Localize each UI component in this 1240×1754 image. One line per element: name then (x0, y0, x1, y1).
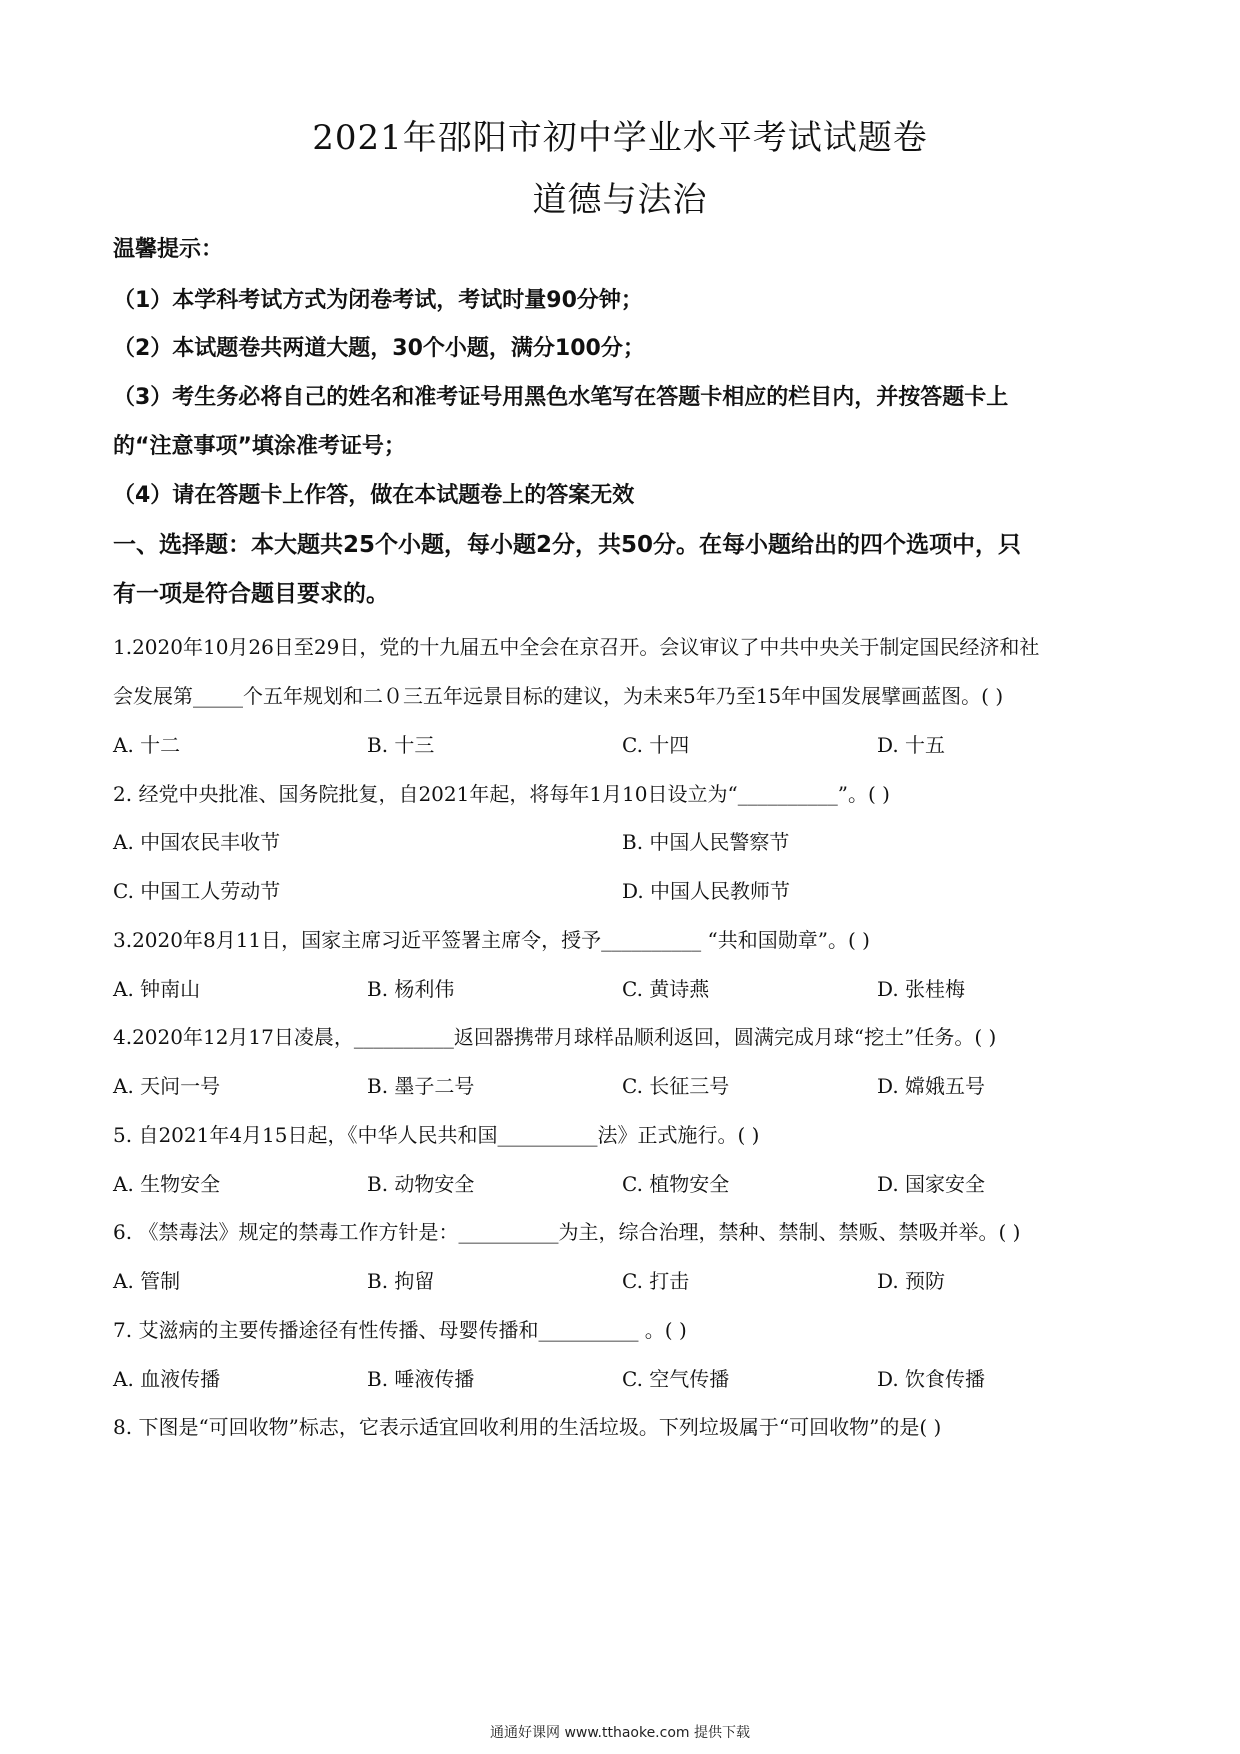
option-c: C. 中国工人劳动节 (113, 879, 281, 903)
option-c: C. 空气传播 (622, 1367, 730, 1391)
option-a: A. 中国农民丰收节 (113, 830, 281, 854)
question-stem: 7. 艾滋病的主要传播途径有性传播、母婴传播和__________ 。( ) (113, 1318, 687, 1342)
option-b: B. 唾液传播 (367, 1367, 475, 1391)
question-stem: 1.2020年10月26日至29日，党的十九届五中全会在京召开。会议审议了中共中央关于制定国民经济和社 (113, 635, 1040, 659)
tip-item: （3）考生务必将自己的姓名和准考证号用黑色水笔写在答题卡相应的栏目内，并按答题卡上 (113, 385, 1009, 410)
tip-item: （4）请在答题卡上作答，做在本试题卷上的答案无效 (113, 483, 635, 508)
option-b: B. 墨子二号 (367, 1074, 475, 1098)
footer-source: 通通好课网 www.tthaoke.com 提供下载 (490, 1725, 750, 1741)
option-a: A. 管制 (113, 1269, 181, 1293)
option-d: D. 张桂梅 (877, 977, 966, 1001)
tip-item: （1）本学科考试方式为闭卷考试，考试时量90分钟； (113, 288, 643, 313)
question-stem: 4.2020年12月17日凌晨，__________返回器携带月球样品顺利返回，圆满完成月球“挖土”任务。( ) (113, 1025, 997, 1049)
question-stem-cont: 会发展第_____个五年规划和二０三五年远景目标的建议，为未来5年乃至15年中国发展擘画蓝图。( ) (113, 684, 1004, 708)
section-heading: 一、选择题：本大题共25个小题，每小题2分，共50分。在每小题给出的四个选项中，只 (113, 532, 1022, 558)
option-d: D. 预防 (877, 1269, 946, 1293)
option-d: D. 十五 (877, 733, 946, 757)
question-stem: 6. 《禁毒法》规定的禁毒工作方针是：__________为主，综合治理，禁种、禁制、禁贩、禁吸并举。( ) (113, 1220, 1021, 1244)
section-heading-cont: 有一项是符合题目要求的。 (113, 581, 389, 607)
option-d: D. 中国人民教师节 (622, 879, 791, 903)
option-a: A. 天问一号 (113, 1074, 221, 1098)
question-stem: 8. 下图是“可回收物”标志，它表示适宜回收利用的生活垃圾。下列垃圾属于“可回收物”的是( ) (113, 1415, 942, 1439)
option-b: B. 中国人民警察节 (622, 830, 790, 854)
option-d: D. 国家安全 (877, 1172, 986, 1196)
option-b: B. 拘留 (367, 1269, 435, 1293)
option-a: A. 生物安全 (113, 1172, 221, 1196)
question-stem: 2. 经党中央批准、国务院批复，自2021年起，将每年1月10日设立为“__________”。( ) (113, 782, 890, 806)
option-c: C. 长征三号 (622, 1074, 730, 1098)
option-a: A. 钟南山 (113, 977, 201, 1001)
option-b: B. 十三 (367, 733, 435, 757)
tip-item: 的“注意事项”填涂准考证号； (113, 434, 406, 459)
option-c: C. 打击 (622, 1269, 690, 1293)
subject-title: 道德与法治 (532, 180, 708, 220)
option-c: C. 十四 (622, 733, 690, 757)
tip-item: （2）本试题卷共两道大题，30个小题，满分100分； (113, 336, 645, 361)
question-stem: 3.2020年8月11日，国家主席习近平签署主席令，授予__________ “共和国勋章”。( ) (113, 928, 870, 952)
option-d: D. 饮食传播 (877, 1367, 986, 1391)
question-stem: 5. 自2021年4月15日起，《中华人民共和国__________法》正式施行。( ) (113, 1123, 760, 1147)
option-b: B. 动物安全 (367, 1172, 475, 1196)
option-d: D. 嫦娥五号 (877, 1074, 986, 1098)
tips-heading: 温馨提示： (113, 237, 224, 262)
option-c: C. 黄诗燕 (622, 977, 710, 1001)
exam-title: 2021年邵阳市初中学业水平考试试题卷 (312, 118, 928, 158)
option-a: A. 血液传播 (113, 1367, 221, 1391)
option-a: A. 十二 (113, 733, 181, 757)
option-c: C. 植物安全 (622, 1172, 730, 1196)
option-b: B. 杨利伟 (367, 977, 455, 1001)
